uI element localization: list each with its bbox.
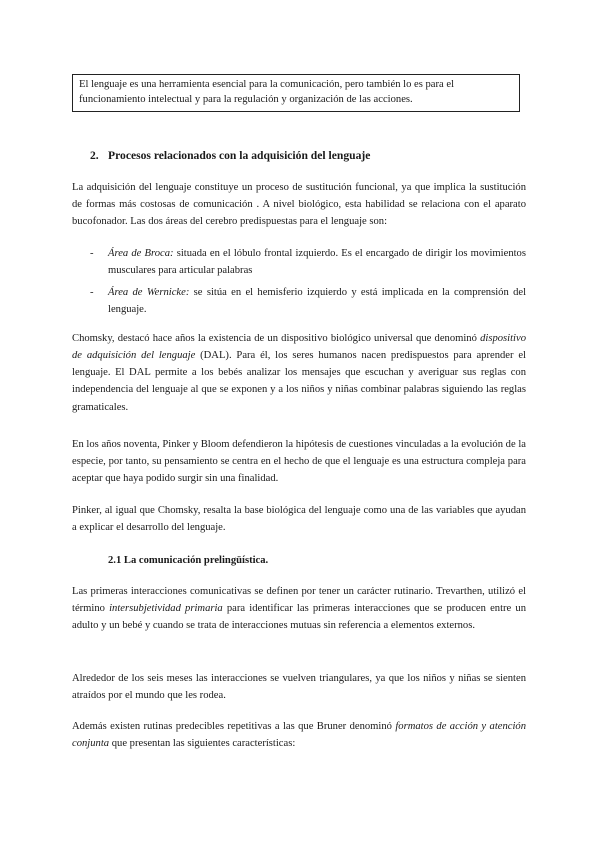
list-dash: - [90,248,94,259]
list-term: Área de Broca: [108,248,174,259]
list-item [90,245,526,279]
paragraph-pinker-bloom: En los años noventa, Pinker y Bloom defendieron la hipótesis de cuestiones vinculadas a la evolución de la especie, por tanto, su pensamiento se centra en el hecho de que el lenguaje es una estructura compleja para aceptar que haya podido surgir sin una finalidad. [72,439,526,485]
section-heading [90,147,370,166]
section-title: Procesos relacionados con la adquisición del lenguaje [108,149,371,162]
paragraph-chomsky: Chomsky, destacó hace años la existencia de un dispositivo biológico universal que denominó dispositivo de adquisición del lenguaje (DAL). Para él, los seres humanos nacen predispuestos para aprender el lenguaje. El DAL permite a los bebés analizar los mensajes que escuchan y averiguar sus reglas con independencia del lenguaje al que se exponen y a los niños y niñas combinar palabras siguiendo las reglas gramaticales. [72,333,526,413]
list-text: se sitúa en el hemisferio izquierdo y está implicada en la comprensión del lenguaje. [108,287,527,316]
list-item [90,284,526,318]
paragraph-interactions: Las primeras interacciones comunicativas se definen por tener un carácter rutinario. Trevarthen, utilizó el término intersubjetividad primaria para identificar las primeras interacciones que se producen entre un adulto y un bebé y cuando se trata de interacciones mutuas sin referencia a elementos externos. [72,586,526,632]
term-intersubjetividad: intersubjetividad primaria [109,603,223,615]
list-term: Área de Wernicke: [108,287,190,298]
term-formatos: formatos de acción y atención conjunta [72,721,527,750]
paragraph-intro: La adquisición del lenguaje constituye un proceso de sustitución funcional, ya que implica la sustitución de formas más costosas de comunicación . A nivel biológico, esta habilidad se relaciona con el aparato bucofonador. Las dos áreas del cerebro predispuestas para el lenguaje son: [72,182,526,228]
subsection-heading: 2.1 La comunicación prelingüística. [108,555,269,566]
term-dal: dispositivo de adquisición del lenguaje [72,333,526,362]
paragraph-bruner: Además existen rutinas predecibles repetitivas a las que Bruner denominó formatos de acción y atención conjunta que presentan las siguientes características: [72,721,527,750]
highlight-box-text: El lenguaje es una herramienta esencial para la comunicación, pero también lo es para el funcionamiento intelectual y para la regulación y organización de las acciones. [79,79,455,106]
list-dash: - [90,287,94,298]
list-text: situada en el lóbulo frontal izquierdo. Es el encargado de dirigir los movimientos musculares para articular palabras [108,248,526,277]
section-number: 2. [90,149,99,162]
paragraph-pinker: Pinker, al igual que Chomsky, resalta la base biológica del lenguaje como una de las variables que ayudan a explicar el desarrollo del lenguaje. [72,505,526,534]
highlight-box [72,74,520,112]
paragraph-six-months: Alrededor de los seis meses las interacciones se vuelven triangulares, ya que los niños y niñas se sienten atraídos por el mundo que les rodea. [72,673,526,702]
